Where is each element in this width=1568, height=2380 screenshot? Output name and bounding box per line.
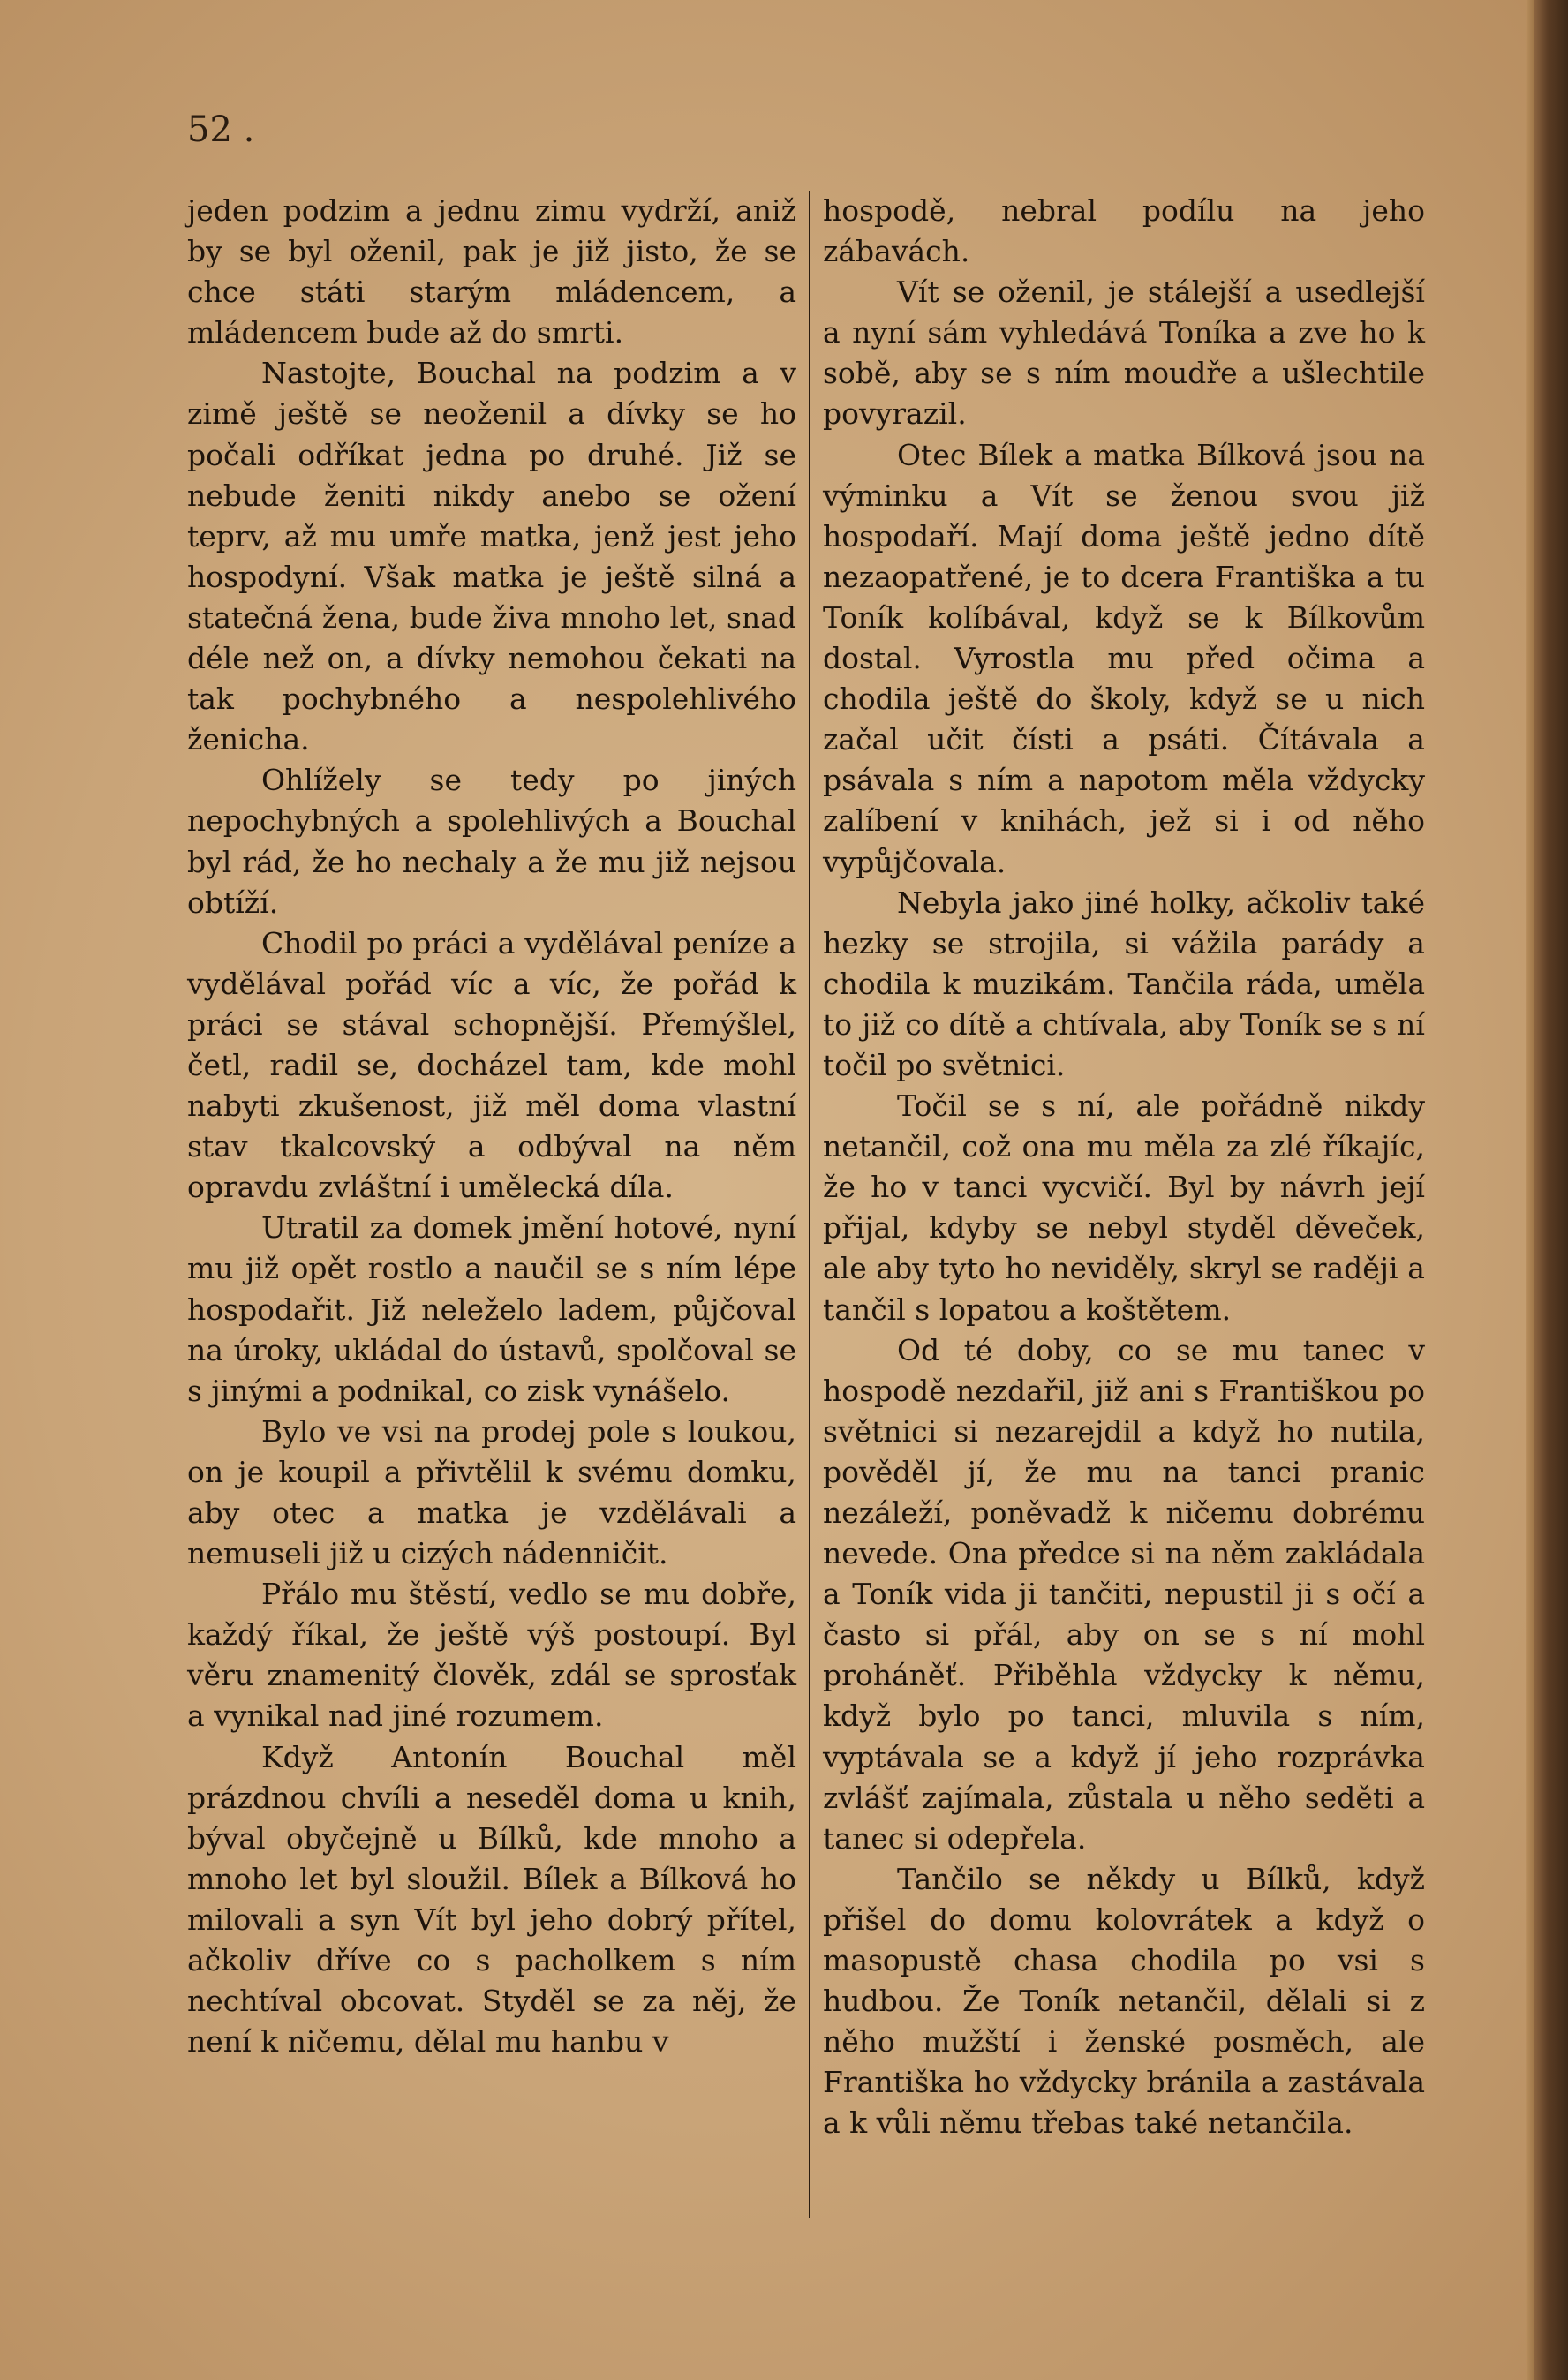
paragraph: Nebyla jako jiné holky, ačkoliv také hezky se strojila, si vážila parády a chodila k muzikám. Tančila ráda, uměla to již co dítě a chtívala, aby Toník se s ní točil po světnici. bbox=[823, 885, 1425, 1082]
paragraph: Bylo ve vsi na prodej pole s loukou, on je koupil a přivtělil k svému domku, aby otec a matka je vzdělávali a nemuseli již u cizých nádenničit. bbox=[187, 1413, 796, 1571]
paragraph: Přálo mu štěstí, vedlo se mu dobře, každý říkal, že ještě výš postoupí. Byl věru znamenitý člověk, zdál se sprosťak a vynikal nad jiné rozumem. bbox=[187, 1577, 796, 1734]
page-edge-shadow bbox=[1526, 0, 1534, 2380]
paragraph: Otec Bílek a matka Bílková jsou na výminku a Vít se ženou svou již hospodaří. Mají doma ještě jedno dítě nezaopatřené, je to dcera Františka a tu Toník kolíbával, když se k Bílkovům dostal. Vyrostla mu před očima a chodila ještě do školy, když se u nich začal učit čísti a psáti. Čítávala a psávala s ním a napotom měla vždycky zalíbení v knihách, jež si i od něho vypůjčovala. bbox=[823, 437, 1425, 879]
paragraph: Utratil za domek jmění hotové, nyní mu již opět rostlo a naučil se s ním lépe hospodařit. Již neleželo ladem, půjčoval na úroky, ukládal do ústavů, spolčoval se s jinými a podnikal, co zisk vynášelo. bbox=[187, 1210, 796, 1408]
paragraph: hospodě, nebral podílu na jeho zábavách. bbox=[823, 193, 1425, 269]
paragraph: Když Antonín Bouchal měl prázdnou chvíli a neseděl doma u knih, býval obyčejně u Bílků, kde mnoho a mnoho let byl sloužil. Bílek a Bílková ho milovali a syn Vít byl jeho dobrý přítel, ačkoliv dříve co s pacholkem s ním nechtíval obcovat. Styděl se za něj, že není k ničemu, dělal mu hanbu v bbox=[187, 1739, 796, 2060]
paragraph: Ohlížely se tedy po jiných nepochybných a spolehlivých a Bouchal byl rád, že ho nechaly a že mu již nejsou obtíží. bbox=[187, 763, 796, 920]
page-number: 52 . bbox=[187, 109, 255, 150]
right-text-column bbox=[823, 191, 1425, 2144]
paragraph: Tančilo se někdy u Bílků, když přišel do domu kolovrátek a když o masopustě chasa chodila po vsi s hudbou. Že Toník netančil, dělali si z něho mužští i ženské posměch, ale Františka ho vždycky bránila a zastávala a k vůli němu třebas také netančila. bbox=[823, 1861, 1425, 2141]
column-divider bbox=[809, 191, 810, 2218]
paragraph: Vít se oženil, je stálejší a usedlejší a nyní sám vyhledává Toníka a zve ho k sobě, aby se s ním moudře a ušlechtile povyrazil. bbox=[823, 275, 1425, 432]
paragraph: jeden podzim a jednu zimu vydrží, aniž by se byl oženil, pak je již jisto, že se chce státi starým mládencem, a mládencem bude až do smrti. bbox=[187, 193, 796, 350]
paragraph: Nastojte, Bouchal na podzim a v zimě ještě se neoženil a dívky se ho počali odříkat jedna po druhé. Již se nebude ženiti nikdy anebo se ožení teprv, až mu umře matka, jenž jest jeho hospodyní. Však matka je ještě silná a statečná žena, bude živa mnoho let, snad déle než on, a dívky nemohou čekati na tak pochybného a nespolehlivého ženicha. bbox=[187, 356, 796, 757]
paragraph: Točil se s ní, ale pořádně nikdy netančil, což ona mu měla za zlé říkajíc, že ho v tanci vycvičí. Byl by návrh její přijal, kdyby se nebyl styděl děveček, ale aby tyto ho neviděly, skryl se raději a tančil s lopatou a koštětem. bbox=[823, 1088, 1425, 1327]
left-text-column bbox=[187, 191, 796, 2062]
paragraph: Od té doby, co se mu tanec v hospodě nezdařil, již ani s Františkou po světnici si nezarejdil a když ho nutila, pověděl jí, že mu na tanci pranic nezáleží, poněvadž k ničemu dobrému nevede. Ona předce si na něm zakládala a Toník vida ji tančiti, nepustil ji s očí a často si přál, aby on se s ní mohl proháněť. Přiběhla vždycky k němu, když bylo po tanci, mluvila s ním, vyptávala se a když jí jeho rozprávka zvlášť zajímala, zůstala u něho seděti a tanec si odepřela. bbox=[823, 1332, 1425, 1856]
book-binding-edge bbox=[1534, 0, 1568, 2380]
paragraph: Chodil po práci a vydělával peníze a vydělával pořád víc a víc, že pořád k práci se stával schopnější. Přemýšlel, četl, radil se, docházel tam, kde mohl nabyti zkušenost, již měl doma vlastní stav tkalcovský a odbýval na něm opravdu zvláštní i umělecká díla. bbox=[187, 925, 796, 1205]
